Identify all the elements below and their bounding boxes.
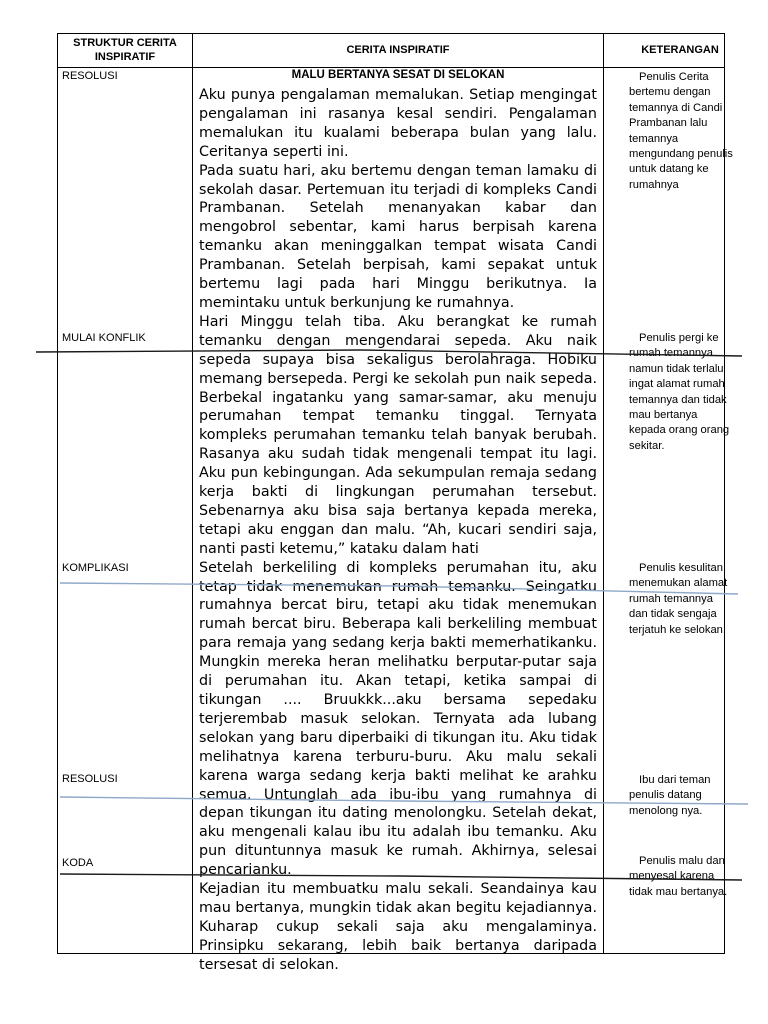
column-divider-1 xyxy=(192,33,193,954)
label-resolusi-2: RESOLUSI xyxy=(62,773,118,785)
header-notes: KETERANGAN xyxy=(641,44,719,56)
note-3: Penulis kesulitan menemukan alamat rumah temannya dan tidak sengaja terjatuh ke selokan. xyxy=(629,562,728,636)
header-structure: STRUKTUR CERITA INSPIRATIF xyxy=(73,37,177,63)
note-1: Penulis Cerita bertemu dengan temannya di Candi Prambanan lalu temannya mengundang penulis untuk datang ke rumahnya xyxy=(629,71,733,191)
label-mulai-konflik: MULAI KONFLIK xyxy=(62,332,146,344)
story-body xyxy=(199,86,597,975)
column-divider-2 xyxy=(603,33,604,954)
label-komplikasi: KOMPLIKASI xyxy=(62,562,129,574)
story-paragraph-3: Hari Minggu telah tiba. Aku berangkat ke rumah temanku dengan mengendarai sepeda. Aku naik sepeda supaya bisa sekaligus berolahraga. Hobiku memang bersepeda. Pergi ke sekolah pun naik sepeda. Berbekal ingatanku yang samar-samar, aku menuju perumahan tempat temanku tinggal. Ternyata kompleks perumahan temanku telah banyak berubah. Rasanya aku sudah tidak mengenali tempat itu lagi. Aku pun kebingungan. Ada sekumpulan remaja sedang kerja bakti di lingkungan perumahan tersebut. Sebenarnya aku bisa saja bertanya kepada mereka, tetapi aku enggan dan malu. “Ah, kucari sendiri saja, nanti pasti ketemu,” kataku dalam hati xyxy=(199,313,597,557)
story-paragraph-1: Aku punya pengalaman memalukan. Setiap mengingat pengalaman ini rasanya kesal sendiri. Pengalaman memalukan itu kualami beberapa bulan yang lalu. Ceritanya seperti ini. xyxy=(199,87,597,160)
label-resolusi-1: RESOLUSI xyxy=(62,70,118,82)
story-title: MALU BERTANYA SESAT DI SELOKAN xyxy=(291,69,505,81)
header-story: CERITA INSPIRATIF xyxy=(346,44,450,56)
label-koda: KODA xyxy=(62,857,94,869)
note-2: Penulis pergi ke rumah temannya namun tidak terlalu ingat alamat rumah temannya dan tidak mau bertanya kepada orang orang sekitar. xyxy=(629,332,730,452)
note-4: Ibu dari teman penulis datang menolong nya. xyxy=(629,774,711,817)
story-paragraph-4: Setelah berkeliling di kompleks perumahan itu, aku tetap tidak menemukan rumah temanku. Seingatku rumahnya bercat biru, tetapi aku tidak menemukan rumah bercat biru. Beberapa kali berkeliling membuat para remaja yang sedang kerja bakti memerhatikanku. Mungkin mereka heran melihatku berputar-putar saja di perumahan itu. Akan tetapi, ketika sampai di tikungan .... Bruukkk...aku bersama sepedaku terjerembab masuk selokan. Ternyata ada lubang selokan yang baru diperbaiki di tikungan itu. Aku tidak melihatnya karena terburu-buru. Aku malu sekali karena warga sedang kerja bakti melihat ke arahku semua. Untunglah ada ibu-ibu yang rumahnya di depan tikungan itu dating menolongku. Setelah dekat, aku mengenali kalau ibu itu adalah ibu temanku. Aku pun dituntunnya masuk ke rumah. Akhirnya, selesai pencarianku. xyxy=(199,559,597,879)
story-paragraph-2: Pada suatu hari, aku bertemu dengan teman lamaku di sekolah dasar. Pertemuan itu terjadi di kompleks Candi Prambanan. Setelah menanyakan kabar dan mengobrol sebentar, kami harus berpisah karena temanku akan meninggalkan tempat wisata Candi Prambanan. Setelah berpisah, kami sepakat untuk bertemu lagi pada hari Minggu berikutnya. Ia memintaku untuk berkunjung ke rumahnya. xyxy=(199,162,597,311)
header-divider xyxy=(57,67,725,68)
note-5: Penulis malu dan menyesal karena tidak mau bertanya. xyxy=(629,855,728,898)
story-paragraph-5: Kejadian itu membuatku malu sekali. Seandainya kau mau bertanya, mungkin tidak akan begitu kejadiannya. Kuharap cukup sekali saja aku mengalaminya. Prinsipku sekarang, lebih baik bertanya daripada tersesat di selokan. xyxy=(199,881,597,973)
